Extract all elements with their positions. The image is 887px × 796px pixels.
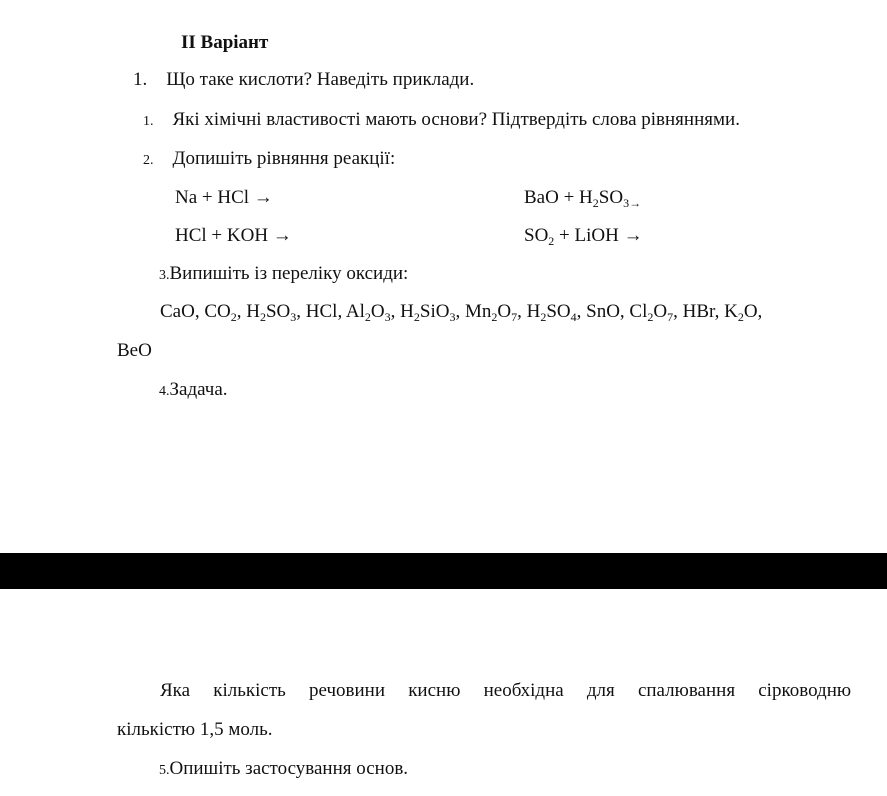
subscript: 2 bbox=[592, 196, 599, 210]
formula: CaO, bbox=[160, 301, 200, 322]
formula: $Mn_2O_7$, bbox=[464, 301, 522, 324]
equation-3: HCl + KOH → bbox=[175, 225, 292, 246]
formula: HCl, bbox=[305, 301, 343, 322]
equation-part: SO bbox=[524, 225, 549, 246]
question-1b bbox=[143, 110, 740, 129]
formula: $H_2SiO_3$, bbox=[400, 301, 461, 324]
formula: $H_2SO_4$, bbox=[526, 301, 582, 324]
word: сірководню bbox=[758, 680, 852, 701]
question-2 bbox=[143, 149, 395, 168]
task-line-2: кількістю 1,5 моль. bbox=[117, 719, 273, 740]
formula: $CO_2$, bbox=[204, 301, 242, 324]
word: необхідна bbox=[483, 680, 564, 701]
question-text: Опишіть застосування основ. bbox=[169, 758, 409, 779]
formula: $K_2O$, bbox=[724, 301, 763, 324]
question-text: Задача. bbox=[169, 379, 228, 400]
formula: SnO, bbox=[586, 301, 625, 322]
word: кисню bbox=[408, 680, 461, 701]
word: Яка bbox=[160, 680, 191, 701]
page-title: II Варіант bbox=[181, 32, 269, 53]
question-5 bbox=[159, 759, 408, 778]
equation-1: Na + HCl → bbox=[175, 187, 273, 208]
formula: BeO bbox=[117, 340, 152, 361]
question-text: Що таке кислоти? Наведіть приклади. bbox=[166, 69, 475, 90]
subscript: 3→ bbox=[623, 196, 642, 210]
formula: $Cl_2O_7$, bbox=[629, 301, 678, 324]
redaction-band bbox=[0, 553, 887, 589]
question-number: 4. bbox=[159, 384, 170, 399]
question-text: Випишіть із переліку оксиди: bbox=[169, 263, 409, 284]
oxides-list bbox=[160, 302, 762, 323]
subscript: 2 bbox=[548, 234, 555, 248]
question-number: 3. bbox=[159, 268, 170, 283]
word: кількість bbox=[213, 680, 286, 701]
question-text: Які хімічні властивості мають основи? Підтвердіть слова рівняннями. bbox=[172, 109, 740, 130]
equation-part: + LiOH → bbox=[554, 225, 643, 246]
question-number: 2. bbox=[143, 153, 154, 168]
equation-part: BaO + H bbox=[524, 187, 593, 208]
formula: $Al_2O_3$, bbox=[345, 301, 396, 324]
equation-part: SO bbox=[598, 187, 624, 208]
question-number: 1. bbox=[143, 114, 154, 129]
formula: HBr, bbox=[682, 301, 720, 322]
question-1 bbox=[133, 70, 474, 89]
question-text: Допишіть рівняння реакції: bbox=[172, 148, 396, 169]
question-3 bbox=[159, 264, 408, 283]
equation-4 bbox=[524, 226, 643, 247]
question-number: 5. bbox=[159, 763, 170, 778]
question-number: 1. bbox=[133, 69, 148, 90]
word: спалювання bbox=[637, 680, 736, 701]
task-line-1 bbox=[160, 681, 851, 700]
word: речовини bbox=[309, 680, 386, 701]
formula: $H_2SO_3$, bbox=[246, 301, 302, 324]
equation-2 bbox=[524, 188, 641, 209]
question-4 bbox=[159, 380, 228, 399]
word: для bbox=[586, 680, 615, 701]
